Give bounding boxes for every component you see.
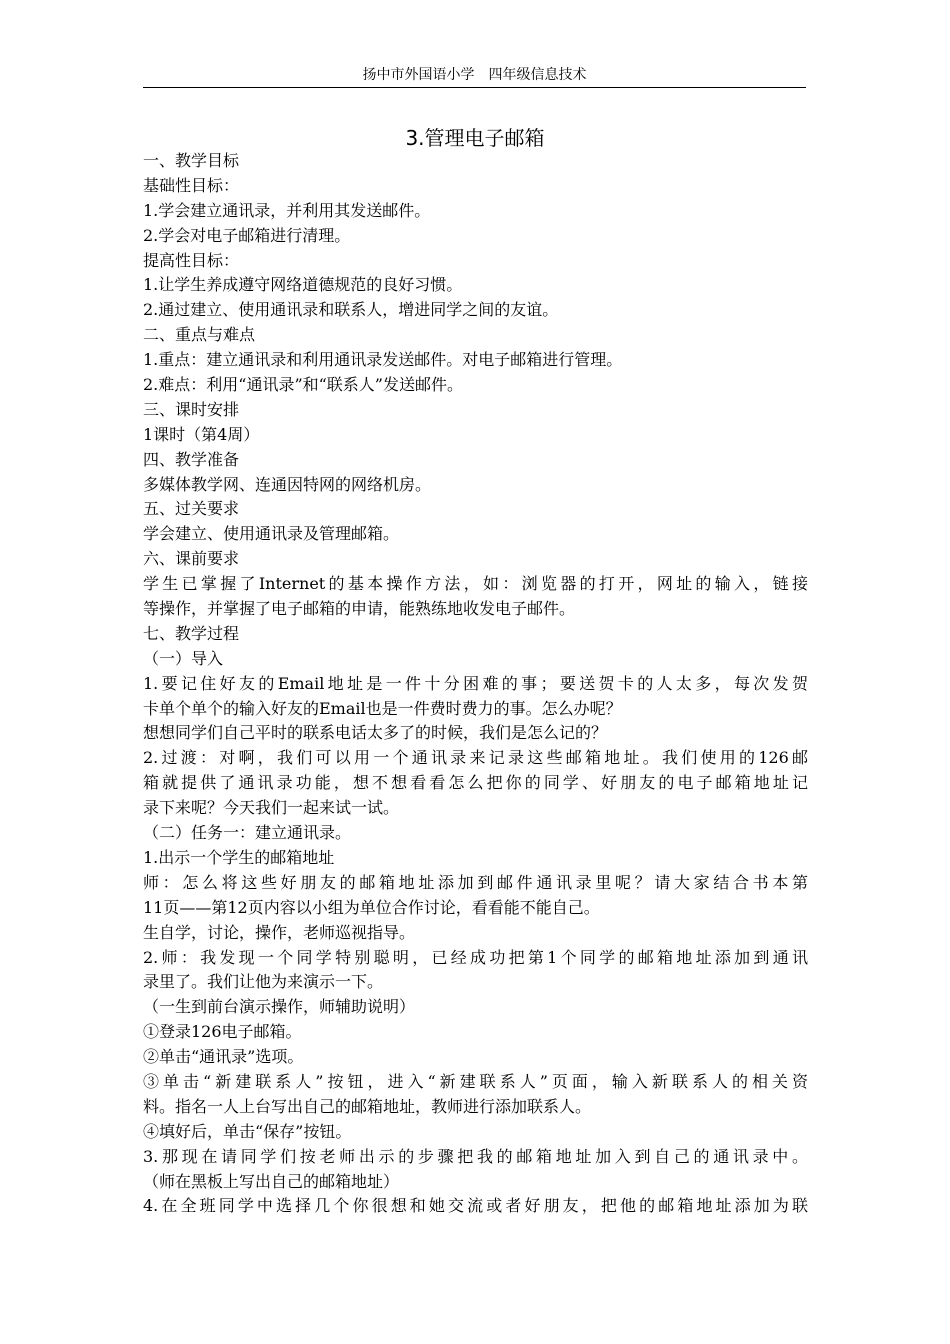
- text-line: 录下来呢？今天我们一起来试一试。: [143, 798, 400, 818]
- text-line: 1.出示一个学生的邮箱地址: [143, 847, 335, 867]
- text-line: 1.学会建立通讯录，并利用其发送邮件。: [143, 200, 431, 220]
- text-line: 2.难点：利用“通讯录”和“联系人”发送邮件。: [143, 375, 463, 395]
- text-line: 七、教学过程: [143, 623, 240, 643]
- text-line: 2.通过建立、使用通讯录和联系人，增进同学之间的友谊。: [143, 300, 559, 320]
- text-line: 1课时（第4周）: [143, 424, 260, 444]
- text-line: 多媒体教学网、连通因特网的网络机房。: [143, 474, 432, 494]
- text-line: 四、教学准备: [143, 449, 240, 469]
- text-line: 想想同学们自己平时的联系电话太多了的时候，我们是怎么记的？: [143, 723, 608, 743]
- text-line: 1.让学生养成遵守网络道德规范的良好习惯。: [143, 275, 463, 295]
- text-line: 提高性目标：: [143, 250, 240, 270]
- text-line: 1.要记住好友的Email地址是一件十分困难的事；要送贺卡的人太多，每次发贺: [143, 673, 808, 693]
- text-line: ①登录126电子邮箱。: [143, 1022, 302, 1042]
- text-line: 录里了。我们让他为来演示一下。: [143, 972, 384, 992]
- text-line: 二、重点与难点: [143, 325, 256, 345]
- document-title: 3.管理电子邮箱: [405, 126, 545, 150]
- text-line: 师：怎么将这些好朋友的邮箱地址添加到邮件通讯录里呢？请大家结合书本第: [143, 872, 808, 892]
- text-line: 卡单个单个的输入好友的Email也是一件费时费力的事。怎么办呢？: [143, 698, 622, 718]
- text-line: 2.师：我发现一个同学特别聪明，已经成功把第1个同学的邮箱地址添加到通讯: [143, 947, 808, 967]
- text-line: （一生到前台演示操作，师辅助说明）: [143, 997, 416, 1017]
- text-line: 六、课前要求: [143, 549, 240, 569]
- page-header: 扬中市外国语小学 四年级信息技术: [143, 66, 806, 88]
- text-line: 学生已掌握了Internet的基本操作方法，如：浏览器的打开，网址的输入，链接: [143, 574, 808, 594]
- text-line: 学会建立、使用通讯录及管理邮箱。: [143, 524, 400, 544]
- text-line: 1.重点：建立通讯录和利用通讯录发送邮件。对电子邮箱进行管理。: [143, 350, 623, 370]
- text-line: 箱就提供了通讯录功能，想不想看看怎么把你的同学、好朋友的电子邮箱地址记: [143, 773, 808, 793]
- text-line: 五、过关要求: [143, 499, 240, 519]
- text-line: 2.学会对电子邮箱进行清理。: [143, 225, 351, 245]
- text-line: ③单击“新建联系人”按钮，进入“新建联系人”页面，输入新联系人的相关资: [143, 1071, 808, 1091]
- text-line: 11页——第12页内容以小组为单位合作讨论，看看能不能自己。: [143, 897, 600, 917]
- text-line: 生自学，讨论，操作，老师巡视指导。: [143, 922, 416, 942]
- text-line: 基础性目标：: [143, 175, 240, 195]
- text-line: （二）任务一：建立通讯录。: [143, 823, 352, 843]
- text-line: 一、教学目标: [143, 151, 240, 170]
- document-body: [143, 149, 808, 1219]
- text-line: 料。指名一人上台写出自己的邮箱地址，教师进行添加联系人。: [143, 1096, 592, 1116]
- text-line: 2.过渡：对啊，我们可以用一个通讯录来记录这些邮箱地址。我们使用的126邮: [143, 748, 808, 768]
- text-line: ②单击“通讯录”选项。: [143, 1047, 304, 1067]
- text-line: 等操作，并掌握了电子邮箱的申请，能熟练地收发电子邮件。: [143, 599, 576, 619]
- text-line: 三、课时安排: [143, 399, 240, 419]
- text-line: 3.那现在请同学们按老师出示的步骤把我的邮箱地址加入到自己的通讯录中。: [143, 1146, 808, 1166]
- text-line: 4.在全班同学中选择几个你很想和她交流或者好朋友，把他的邮箱地址添加为联: [143, 1196, 808, 1216]
- text-line: ④填好后，单击“保存”按钮。: [143, 1121, 352, 1141]
- text-line: （师在黑板上写出自己的邮箱地址）: [143, 1171, 400, 1191]
- text-line: （一）导入: [143, 648, 224, 668]
